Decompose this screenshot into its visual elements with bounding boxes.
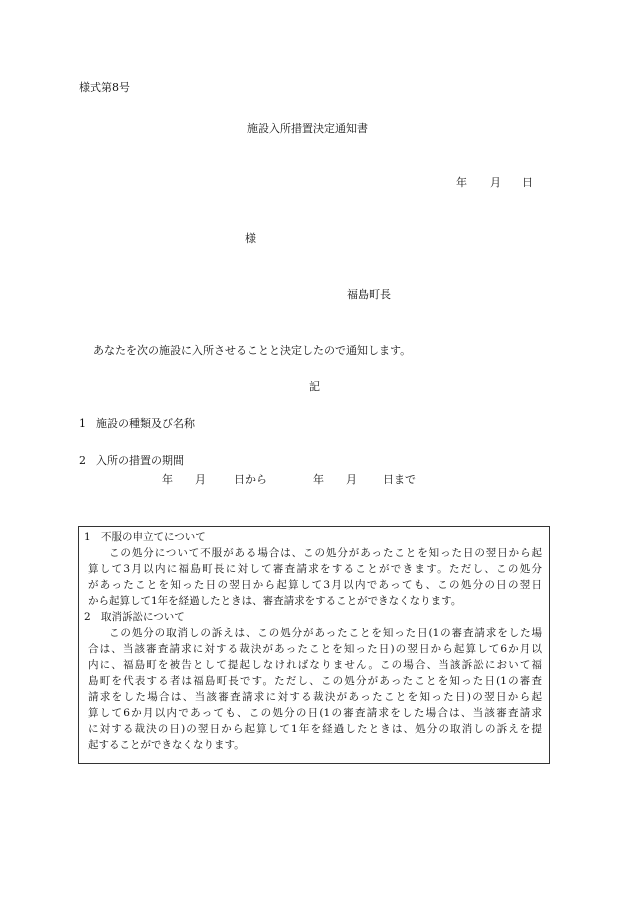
paragraph-line: 起することができなくなります。 bbox=[88, 739, 245, 751]
section-number: 2 bbox=[84, 611, 91, 623]
form-number: 様式第8号 bbox=[79, 81, 130, 94]
document-title: 施設入所措置決定通知書 bbox=[247, 122, 368, 135]
section-number: 1 bbox=[84, 531, 91, 543]
issuer-name: 福島町長 bbox=[347, 288, 391, 301]
paragraph-line: この処分の取消しの訴えは、この処分があったことを知った日(1の審査請求をした場 bbox=[109, 627, 542, 639]
period-end-day: 日まで bbox=[383, 473, 416, 486]
section-heading bbox=[79, 532, 556, 543]
paragraph-line: があったことを知った日の翌日から起算して3月以内であっても、この処分の日の翌日 bbox=[88, 579, 542, 591]
item-label: 入所の措置の期間 bbox=[96, 454, 184, 467]
paragraph-line: 合は、当該審査請求に対する裁決があったことを知った日)の翌日から起算して6か月以 bbox=[88, 643, 542, 655]
date-month-label: 月 bbox=[490, 176, 501, 189]
item-label: 施設の種類及び名称 bbox=[96, 417, 195, 430]
paragraph-line: に対する裁決の日)の翌日から起算して1年を経過したときは、処分の取消しの訴えを提 bbox=[88, 723, 542, 735]
item-number: 2 bbox=[79, 454, 86, 467]
section-title: 不服の申立てについて bbox=[101, 531, 206, 543]
recipient-honorific: 様 bbox=[245, 232, 256, 245]
item-admission-period bbox=[79, 455, 184, 466]
paragraph-line: 請求をした場合は、当該審査請求に対する裁決があったことを知った日)の翌日から起 bbox=[88, 691, 542, 703]
section-title: 取消訴訟について bbox=[101, 611, 185, 623]
paragraph-line: から起算して1年を経過したときは、審査請求をすることができなくなります。 bbox=[88, 595, 462, 607]
paragraph-line: 内に、福島町を被告として提起しなければなりません。この場合、当該訴訟において福 bbox=[88, 659, 542, 671]
period-start-year: 年 bbox=[162, 473, 173, 486]
date-day-label: 日 bbox=[522, 176, 533, 189]
period-start-day: 日から bbox=[234, 473, 267, 486]
section-heading bbox=[79, 612, 556, 623]
item-number: 1 bbox=[79, 417, 86, 430]
paragraph-line: 島町を代表する者は福島町長です。ただし、この処分があったことを知った日(1の審査 bbox=[88, 675, 542, 687]
item-facility-type bbox=[79, 418, 195, 429]
paragraph-line: 算して3月以内に福島町長に対して審査請求をすることができます。ただし、この処分 bbox=[88, 563, 542, 575]
paragraph-line: この処分について不服がある場合は、この処分があったことを知った日の翌日から起 bbox=[109, 547, 542, 559]
ki-mark: 記 bbox=[309, 380, 320, 393]
period-end-year: 年 bbox=[313, 473, 324, 486]
paragraph-line: 算して6か月以内であっても、この処分の日(1の審査請求をした場合は、当該審査請求 bbox=[88, 707, 542, 719]
period-start-month: 月 bbox=[195, 473, 206, 486]
period-end-month: 月 bbox=[346, 473, 357, 486]
appeal-instructions-box bbox=[78, 526, 550, 764]
notice-text: あなたを次の施設に入所させることと決定したので通知します。 bbox=[93, 344, 412, 357]
date-year-label: 年 bbox=[456, 176, 467, 189]
